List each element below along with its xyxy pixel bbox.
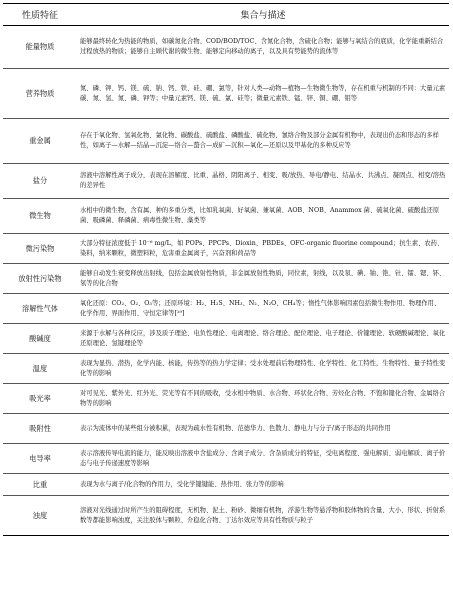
table-row	[3, 199, 449, 234]
header-property: 性质特征	[3, 4, 77, 26]
description-cell: 表示为流体中的某些组分被积累，表现为疏水性有机物、范德华力、色散力、静电力与分子/离子形态的共同作用	[77, 414, 449, 444]
table-row	[3, 119, 449, 164]
description-cell: 溶液中溶解性离子成分，表现在溶解度、比重、晶格、阴阳离子、相变、吸/放热、导电/静电、结晶水、共沸点、凝固点、相变/溶热的差异性	[77, 164, 449, 199]
property-cell: 能量物质	[3, 26, 77, 69]
table-row	[3, 164, 449, 199]
description-cell: 来源于水解与各种反应，涉及质子理论、电负性理论、电离理论、络合理论、配位理论、电子理论、价键理论、软硬酸碱理论、氧化还原理论、氢键理论等	[77, 324, 449, 354]
table-row	[3, 26, 449, 69]
property-cell: 比重	[3, 474, 77, 496]
property-table	[3, 3, 449, 536]
table-row	[3, 414, 449, 444]
property-cell: 营养物质	[3, 69, 77, 119]
description-cell: 溶液对光线通过时所产生的阻碍程度，无机物、泥土、粉砂、微细有机物，浮游生物等悬浮物和胶体物的含量、大小、形状、折射系数等都能影响浊度，关注胶体与颗粒、介稳化合物、丁达尔效应等具有性物质与粒子	[77, 496, 449, 536]
description-cell: 能够自动发生衰变释放出射线，包括金属放射性物质，非金属放射性物质，同位素，射线，以及氡、碘、铀、铯、钍、镭、锶、钚、氡等的化合物	[77, 264, 449, 294]
description-cell: 表现为水与离子/化合物的作用力，受化学键键能、热作用、张力等的影响	[77, 474, 449, 496]
table-row	[3, 354, 449, 384]
property-cell: 酸碱度	[3, 324, 77, 354]
description-cell: 大部分特征浓度低于 10⁻⁶ mg/L，如 POPs、PPCPs、Dioxin、PBDEs、OFC-organic fluorine compound；抗生素、农药、染料，纳米颗粒，微塑料粒，危害重金属离子，兴奋剂和荷品等	[77, 234, 449, 264]
description-cell: 表示溶液传导电流的能力，能反映出溶液中含盐成分、含离子成分、含杂质成分的特征，受电离程度、强电解质、弱电解质、离子价态与电子传递速度等影响	[77, 444, 449, 474]
description-cell: 存在于氧化物、氢氧化物、氯化物、碳酸盐、硫酸盐、磷酸盐、硫化物、氰络合物及部分金属有机物中，表现出价态和形态的多样性，如离子—水解—结晶—沉淀—络合—螯合—成矿—沉积—氧化—还原以及甲基化的多种反应等	[77, 119, 449, 164]
table-row	[3, 384, 449, 414]
table-container	[3, 3, 449, 536]
table-row	[3, 264, 449, 294]
property-cell: 吸光率	[3, 384, 77, 414]
description-cell: 氧化还原：CO₂、O₂、O₃等；还原环境：H₂、H₂S、NH₃、N₂、N₂O、CH₄等；惰性气体影响因素包括微生物作用、物理作用、化学作用、界面作用、守恒定律等[¹⁹]	[77, 294, 449, 324]
property-cell: 溶解性气体	[3, 294, 77, 324]
property-cell: 温度	[3, 354, 77, 384]
table-row	[3, 444, 449, 474]
description-cell: 对可见光、紫外光、红外光、荧光等有不同的吸收，受水相中物质、水合物、环状化合物、芳烃化合物、不饱和键化合物、金属络合物等的影响	[77, 384, 449, 414]
property-cell: 微生物	[3, 199, 77, 234]
property-cell: 放射性污染物	[3, 264, 77, 294]
property-cell: 吸附性	[3, 414, 77, 444]
table-row	[3, 69, 449, 119]
description-cell: 水相中的微生物，含有属、种的多重分类，比如乳氧菌、好氧菌、兼氧菌、AOB、NOB、Anammox 菌、硫氧化菌、硫酸盐还原菌、吸磷菌、释磷菌、病毒性微生物、藻类等	[77, 199, 449, 234]
table-row	[3, 496, 449, 536]
table-row	[3, 324, 449, 354]
table-row	[3, 474, 449, 496]
table-row	[3, 294, 449, 324]
table-row	[3, 234, 449, 264]
property-cell: 浊度	[3, 496, 77, 536]
property-cell: 电导率	[3, 444, 77, 474]
description-cell: 能够最终转化为热能的物质，如碳氮化合物、COD/BOD/TOC、含氮化合物，含硫化合物；能够与氧结合的底质，化学能重新结合过程放热的物质；能够自主顾代谢的微生物、能够定向移动的离子，以及具有势能势的流体等	[77, 26, 449, 69]
header-row	[3, 4, 449, 26]
description-cell: 表现为显热、潜热，化学内能、核能，传热等的热力学定律；受水处理前后物理特性、化学特性、化工特性，生物特性、量子特性变化等的影响	[77, 354, 449, 384]
description-cell: 氮、磷、钾、钙、镁、硫、钠、钙、铁、硅、硼、氯等，针对人类—动物—植物—生物微生物等，存在机重与机制的不同：大量元素碳、氮、氢、氮、磷、钾等；中量元素钙、镁、硫、氯、硅等；微量元素铁、锰、锌、铜、硼、钼等	[77, 69, 449, 119]
property-cell: 重金属	[3, 119, 77, 164]
property-cell: 微污染物	[3, 234, 77, 264]
header-description: 集合与描述	[77, 4, 449, 26]
property-cell: 盐分	[3, 164, 77, 199]
